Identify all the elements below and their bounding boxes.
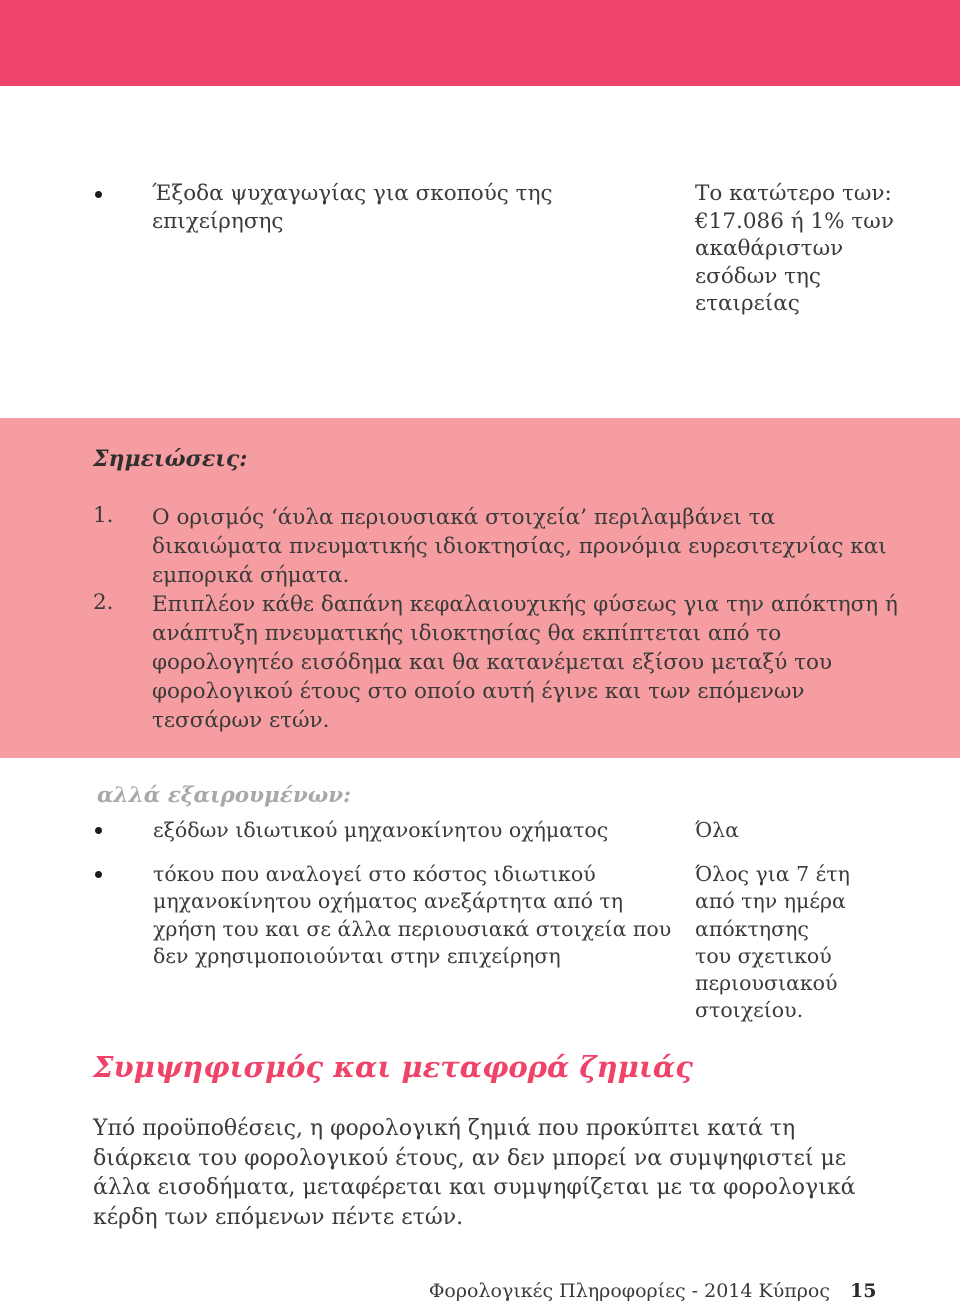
page-number: 15 [850,1280,877,1302]
section-title: Συμψηφισμός και μεταφορά ζημιάς [93,1050,693,1084]
exception-amount: Όλος για 7 έτη από την ημέρα απόκτησης του σχετικού περιουσιακού στοιχείου. [695,862,850,1023]
section-body: Υπό προϋποθέσεις, η φορολογική ζημιά που προκύπτει κατά τη διάρκεια του φορολογικού έτους, αν δεν μπορεί να συμψηφιστεί με άλλα εισοδήματα, μεταφέρεται και συμψηφίζεται με τα φορολογικά κέρδη των επόμενων πέντε ετών. [93,1116,856,1230]
footer-label: Φορολογικές Πληροφορίες - 2014 Κύπρος [428,1280,830,1302]
bullet-icon [95,827,102,834]
expense-limit: Το κατώτερο των: €17.086 ή 1% των ακαθάριστων εσόδων της εταιρείας [695,181,894,316]
exception-description: τόκου που αναλογεί στο κόστος ιδιωτικού μηχανοκίνητου οχήματος ανεξάρτητα από τη χρήση του και σε άλλα περιουσιακά στοιχεία που δεν χρησιμοποιούνται στην επιχείρηση [153,862,672,968]
expense-description: Έξοδα ψυχαγωγίας για σκοπούς της επιχείρησης [152,181,553,234]
note-number: 2. [93,590,114,615]
header-band [0,0,960,86]
note-text: Ο ορισμός ‘άυλα περιουσιακά στοιχεία’ περιλαμβάνει τα δικαιώματα πνευματικής ιδιοκτησίας, προνόμια ευρεσιτεχνίας και εμπορικά σήματα. [152,505,887,588]
exception-description: εξόδων ιδιωτικού μηχανοκίνητου οχήματος [153,818,609,842]
note-text: Επιπλέον κάθε δαπάνη κεφαλαιουχικής φύσεως για την απόκτηση ή ανάπτυξη πνευματικής ιδιοκτησίας θα εκπίπτεται από το φορολογητέο εισόδημα και θα κατανέμεται εξίσου μεταξύ του φορολογικού έτους στο οποίο αυτή έγινε και των επόμενων τεσσάρων ετών. [152,592,898,733]
note-number: 1. [93,503,114,528]
bullet-icon [95,191,102,198]
notes-heading: Σημειώσεις: [93,446,248,472]
exception-amount: Όλα [695,818,739,842]
bullet-icon [95,871,102,878]
exceptions-heading: αλλά εξαιρουμένων: [97,783,352,808]
